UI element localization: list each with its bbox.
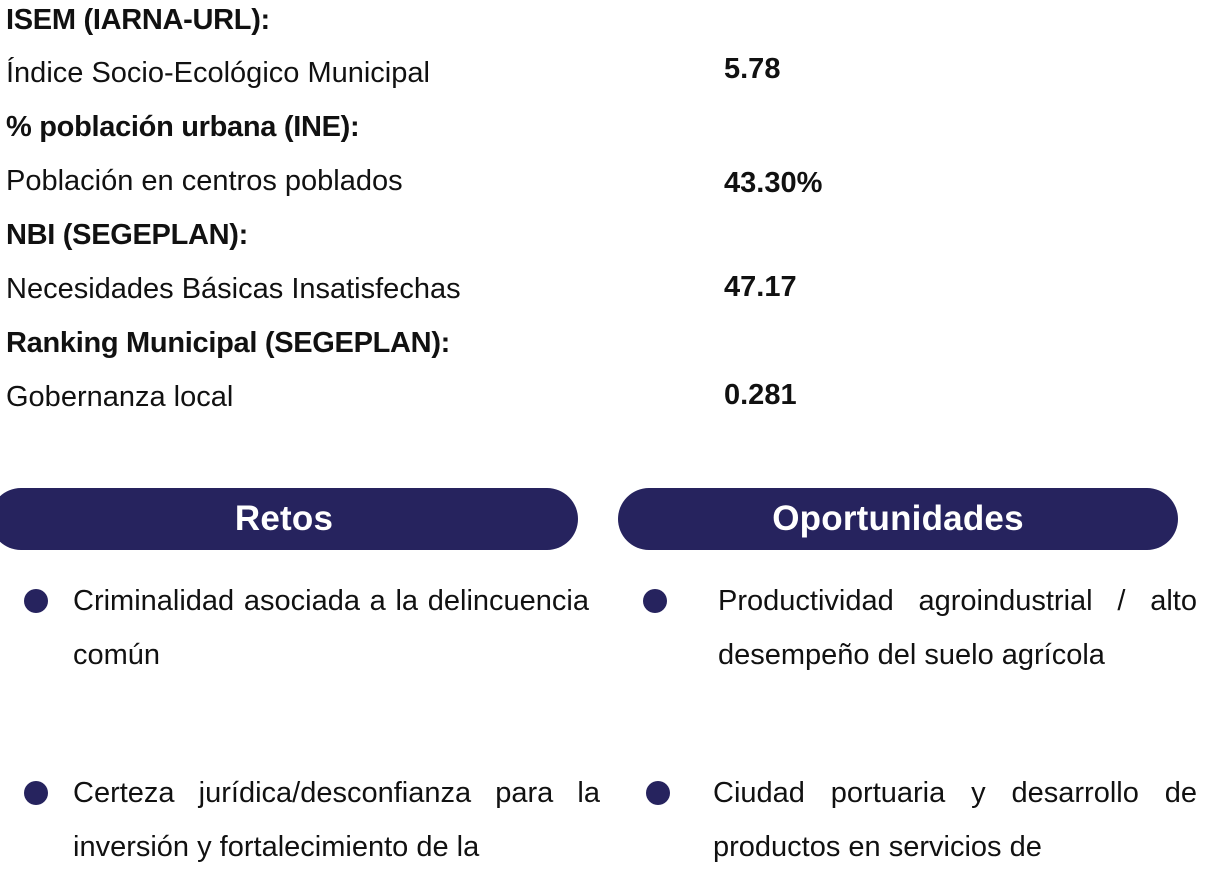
- bullet-icon: [646, 781, 670, 805]
- indicator-heading-poblacion-urbana: % población urbana (INE):: [6, 111, 360, 143]
- indicator-heading-isem: ISEM (IARNA-URL):: [6, 4, 270, 36]
- oportunidades-item-1: Productividad agroindustrial / alto desempeño del suelo agrícola: [718, 585, 1197, 671]
- indicator-value-nbi: 47.17: [724, 271, 797, 303]
- indicator-value-poblacion-urbana: 43.30%: [724, 167, 823, 199]
- indicator-label-ranking: Gobernanza local: [6, 381, 234, 413]
- oportunidades-header: Oportunidades: [618, 488, 1178, 550]
- bullet-icon: [24, 781, 48, 805]
- indicator-label-poblacion-urbana: Población en centros poblados: [6, 165, 403, 197]
- bullet-icon: [24, 589, 48, 613]
- bullet-icon: [643, 589, 667, 613]
- retos-item-2: Certeza jurídica/desconfianza para la inversión y fortalecimiento de la: [73, 777, 600, 863]
- retos-item-1: Criminalidad asociada a la delincuencia común: [73, 585, 589, 671]
- oportunidades-item-2: Ciudad portuaria y desarrollo de productos en servicios de: [713, 777, 1197, 863]
- indicator-value-isem: 5.78: [724, 53, 781, 85]
- indicator-value-ranking: 0.281: [724, 379, 797, 411]
- retos-header: Retos: [0, 488, 578, 550]
- indicator-heading-nbi: NBI (SEGEPLAN):: [6, 219, 249, 251]
- indicator-label-nbi: Necesidades Básicas Insatisfechas: [6, 273, 461, 305]
- indicator-heading-ranking: Ranking Municipal (SEGEPLAN):: [6, 327, 451, 359]
- indicator-label-isem: Índice Socio-Ecológico Municipal: [6, 57, 430, 89]
